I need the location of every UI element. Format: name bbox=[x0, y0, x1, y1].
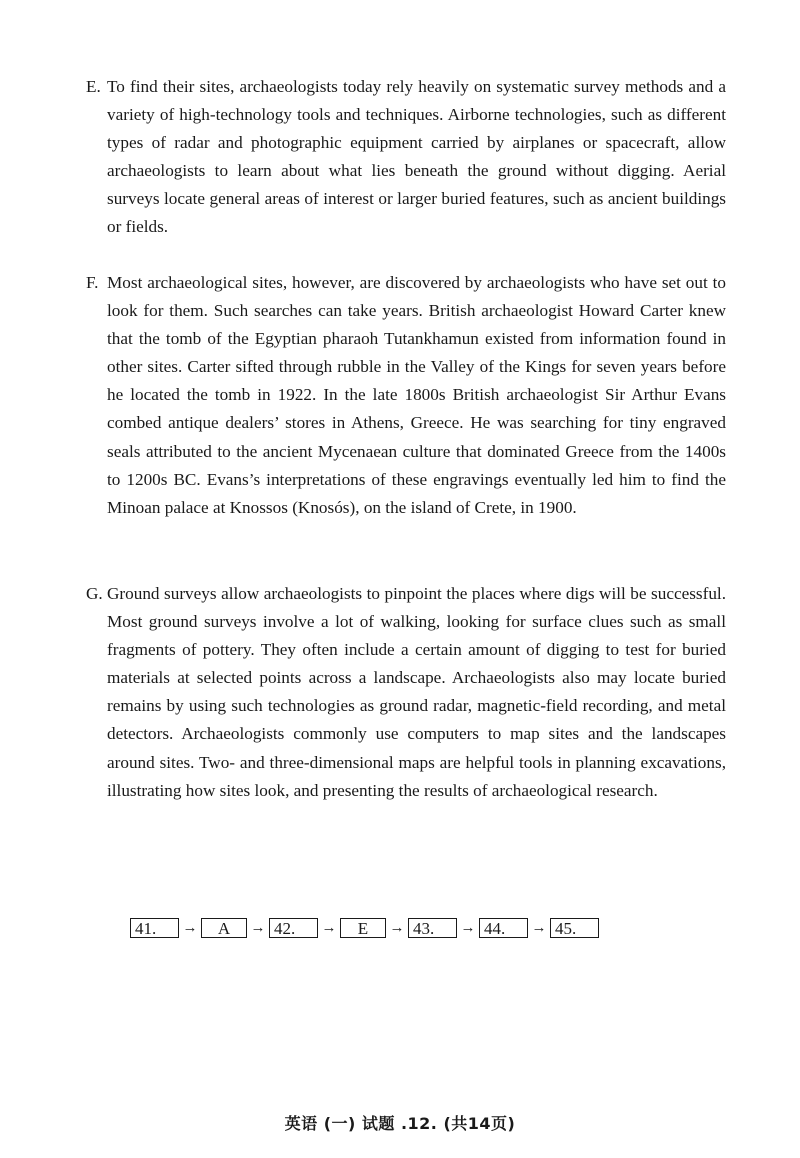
paragraph-f-text: Most archaeological sites, however, are discovered by archaeologists who have set out to look for them. Such searches can take years. British archaeologist Howard Carter knew that the tomb of the Egyptian pharaoh Tutankhamun existed from information found in other sites. Carter sifted through rubble in the Valley of the Kings for seven years before he located the tomb in 1922. In the late 1800s British archaeologist Sir Arthur Evans combed antique dealers’ stores in Athens, Greece. He was searching for tiny engraved seals attributed to the ancient Mycenaean culture that dominated Greece from the 1400s to 1200s BC. Evans’s interpretations of these engravings eventually led him to find the Minoan palace at Knossos (Knosós), on the island of Crete, in 1900. bbox=[107, 273, 726, 517]
paragraph-e-label: E. bbox=[86, 77, 101, 96]
answer-box-42[interactable]: 42. bbox=[269, 918, 318, 938]
paragraph-g-label: G. bbox=[86, 584, 103, 603]
paragraph-g bbox=[86, 580, 726, 805]
given-box-e: E bbox=[340, 918, 386, 938]
arrow-icon: → bbox=[321, 919, 337, 936]
answer-box-44[interactable]: 44. bbox=[479, 918, 528, 938]
arrow-icon: → bbox=[182, 919, 198, 936]
paragraph-f-label: F. bbox=[86, 273, 99, 292]
paragraph-e bbox=[86, 73, 726, 242]
page-footer: 英语 (一) 试题 .12. (共14页) bbox=[284, 1114, 516, 1133]
answer-box-41[interactable]: 41. bbox=[130, 918, 179, 938]
arrow-icon: → bbox=[250, 919, 266, 936]
paragraph-g-text: Ground surveys allow archaeologists to pinpoint the places where digs will be successful. Most ground surveys involve a lot of walking, looking for surface clues such as small fragments of pottery. They often include a certain amount of digging to test for buried materials at selected points across a landscape. Archaeologists also may locate buried remains by using such technologies as ground radar, magnetic-field recording, and metal detectors. Archaeologists commonly use computers to map sites and the landscapes around sites. Two- and three-dimensional maps are helpful tools in planning excavations, illustrating how sites look, and presenting the results of archaeological research. bbox=[107, 584, 726, 800]
given-box-a: A bbox=[201, 918, 247, 938]
arrow-icon: → bbox=[389, 919, 405, 936]
paragraph-order-flow bbox=[130, 918, 599, 938]
arrow-icon: → bbox=[531, 919, 547, 936]
answer-box-45[interactable]: 45. bbox=[550, 918, 599, 938]
answer-box-43[interactable]: 43. bbox=[408, 918, 457, 938]
paragraph-f bbox=[86, 269, 726, 522]
arrow-icon: → bbox=[460, 919, 476, 936]
paragraph-e-text: To find their sites, archaeologists today rely heavily on systematic survey methods and a variety of high-technology tools and techniques. Airborne technologies, such as different types of radar and photographic equipment carried by airplanes or spacecraft, allow archaeologists to learn about what lies beneath the ground without digging. Aerial surveys locate general areas of interest or larger buried features, such as ancient buildings or fields. bbox=[107, 77, 726, 237]
